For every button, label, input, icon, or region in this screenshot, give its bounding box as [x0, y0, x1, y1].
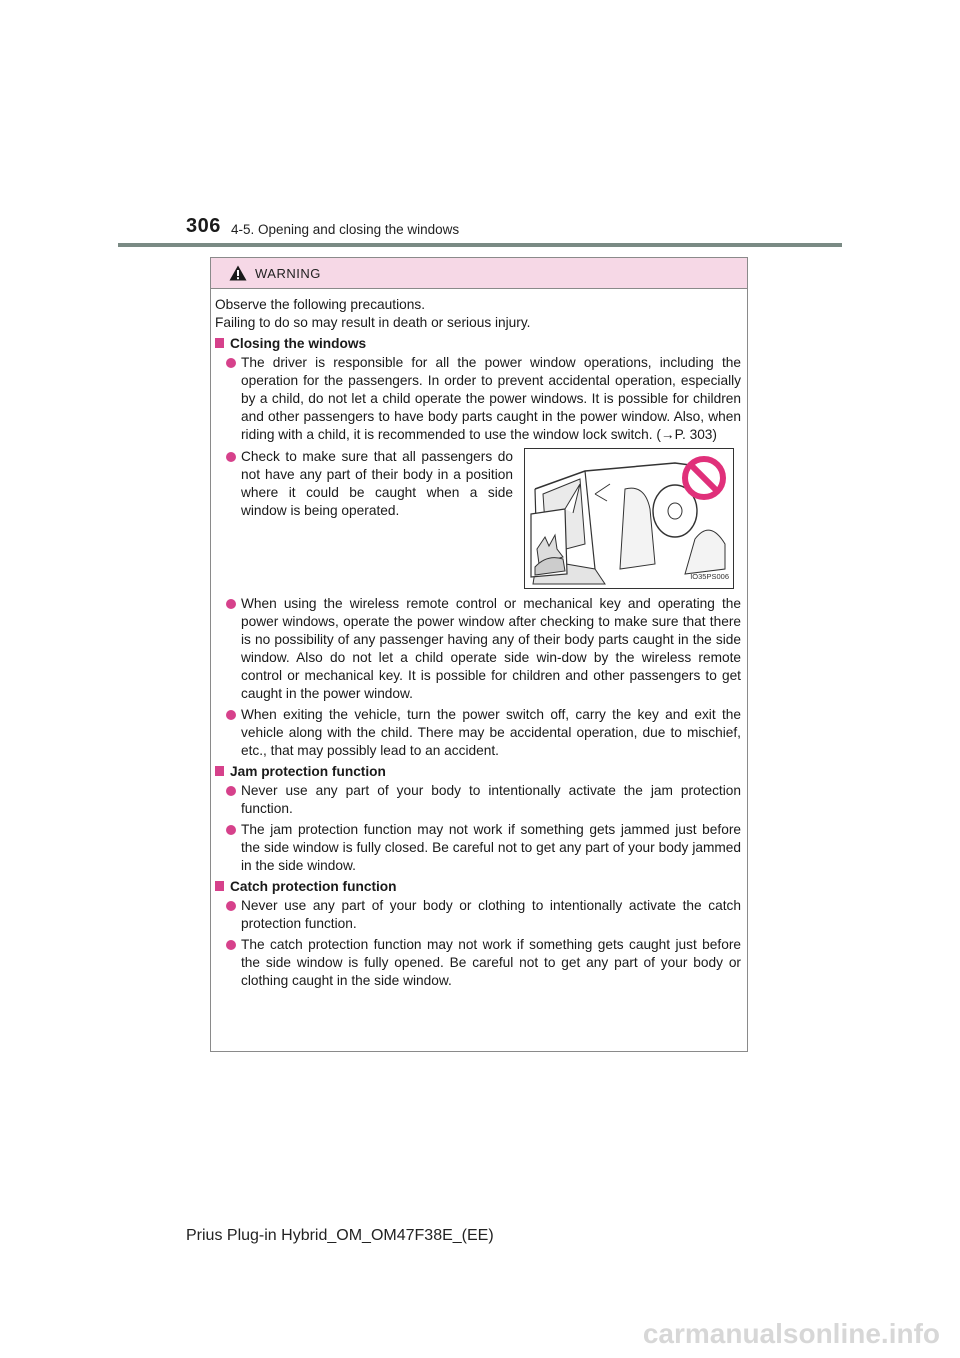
section-title: 4-5. Opening and closing the windows — [231, 222, 460, 237]
list-item: Never use any part of your body or clothing to intentionally activate the catch protection function. — [226, 897, 741, 933]
figure-id: IO35PS006 — [690, 572, 729, 581]
list-item: Check to make sure that all passengers do not have any part of their body in a position where it could be caught when a side window is being operated. — [226, 448, 513, 586]
round-bullet-icon — [226, 940, 236, 950]
round-bullet-icon — [226, 710, 236, 720]
warning-triangle-icon — [229, 265, 247, 281]
square-bullet-icon — [215, 338, 224, 348]
list-item: The jam protection function may not work if something gets jammed just before the side window is fully closed. Be careful not to get any part of your body jammed in the side window. — [226, 821, 741, 875]
list-item: When using the wireless remote control or mechanical key and operating the power windows, operate the power window after checking to make sure that there is no possibility of any passenger having any of their body parts caught in the side window. Also do not let a child operate side win-dow by the wireless remote control or mechanical key. It is possible for children and other passengers to get caught in the power window. — [226, 595, 741, 703]
warning-content — [211, 289, 747, 990]
square-bullet-icon — [215, 881, 224, 891]
warning-header — [211, 258, 747, 289]
prohibition-icon — [681, 455, 727, 501]
round-bullet-icon — [226, 786, 236, 796]
intro-line: Failing to do so may result in death or serious injury. — [215, 315, 531, 330]
section-heading: Jam protection function — [215, 763, 741, 781]
square-bullet-icon — [215, 766, 224, 776]
bullet-with-figure — [226, 448, 741, 589]
round-bullet-icon — [226, 825, 236, 835]
list-item: When exiting the vehicle, turn the power switch off, carry the key and exit the vehicle along with the child. There may be accidental operation, due to mischief, etc., that may possibly lead to an accident. — [226, 706, 741, 760]
warning-box — [210, 257, 748, 1052]
round-bullet-icon — [226, 599, 236, 609]
warning-title: WARNING — [255, 265, 321, 281]
window-caution-illustration — [524, 448, 734, 589]
list-item: The catch protection function may not work if something gets caught just before the side window is fully opened. Be careful not to get any part of your body or clothing caught in the side window. — [226, 936, 741, 990]
round-bullet-icon — [226, 901, 236, 911]
document-footer: Prius Plug-in Hybrid_OM_OM47F38E_(EE) — [186, 1227, 494, 1244]
watermark: carmanualsonline.info — [642, 1318, 940, 1349]
intro-line: Observe the following precautions. — [215, 297, 425, 312]
list-item: The driver is responsible for all the power window operations, including the operation for the passengers. In order to prevent accidental operation, especially by a child, do not let a child operate the power windows. It is possible for children and other passengers to have body parts caught in the power window. Also, when riding with a child, it is recommended to use the window lock switch. (→P. 303) — [226, 354, 741, 444]
round-bullet-icon — [226, 358, 236, 368]
section-heading: Catch protection function — [215, 878, 741, 896]
section-heading: Closing the windows — [215, 335, 741, 353]
page-number: 306 — [186, 215, 221, 237]
list-item: Never use any part of your body to intentionally activate the jam protection function. — [226, 782, 741, 818]
header-rule — [118, 243, 842, 247]
round-bullet-icon — [226, 452, 236, 462]
